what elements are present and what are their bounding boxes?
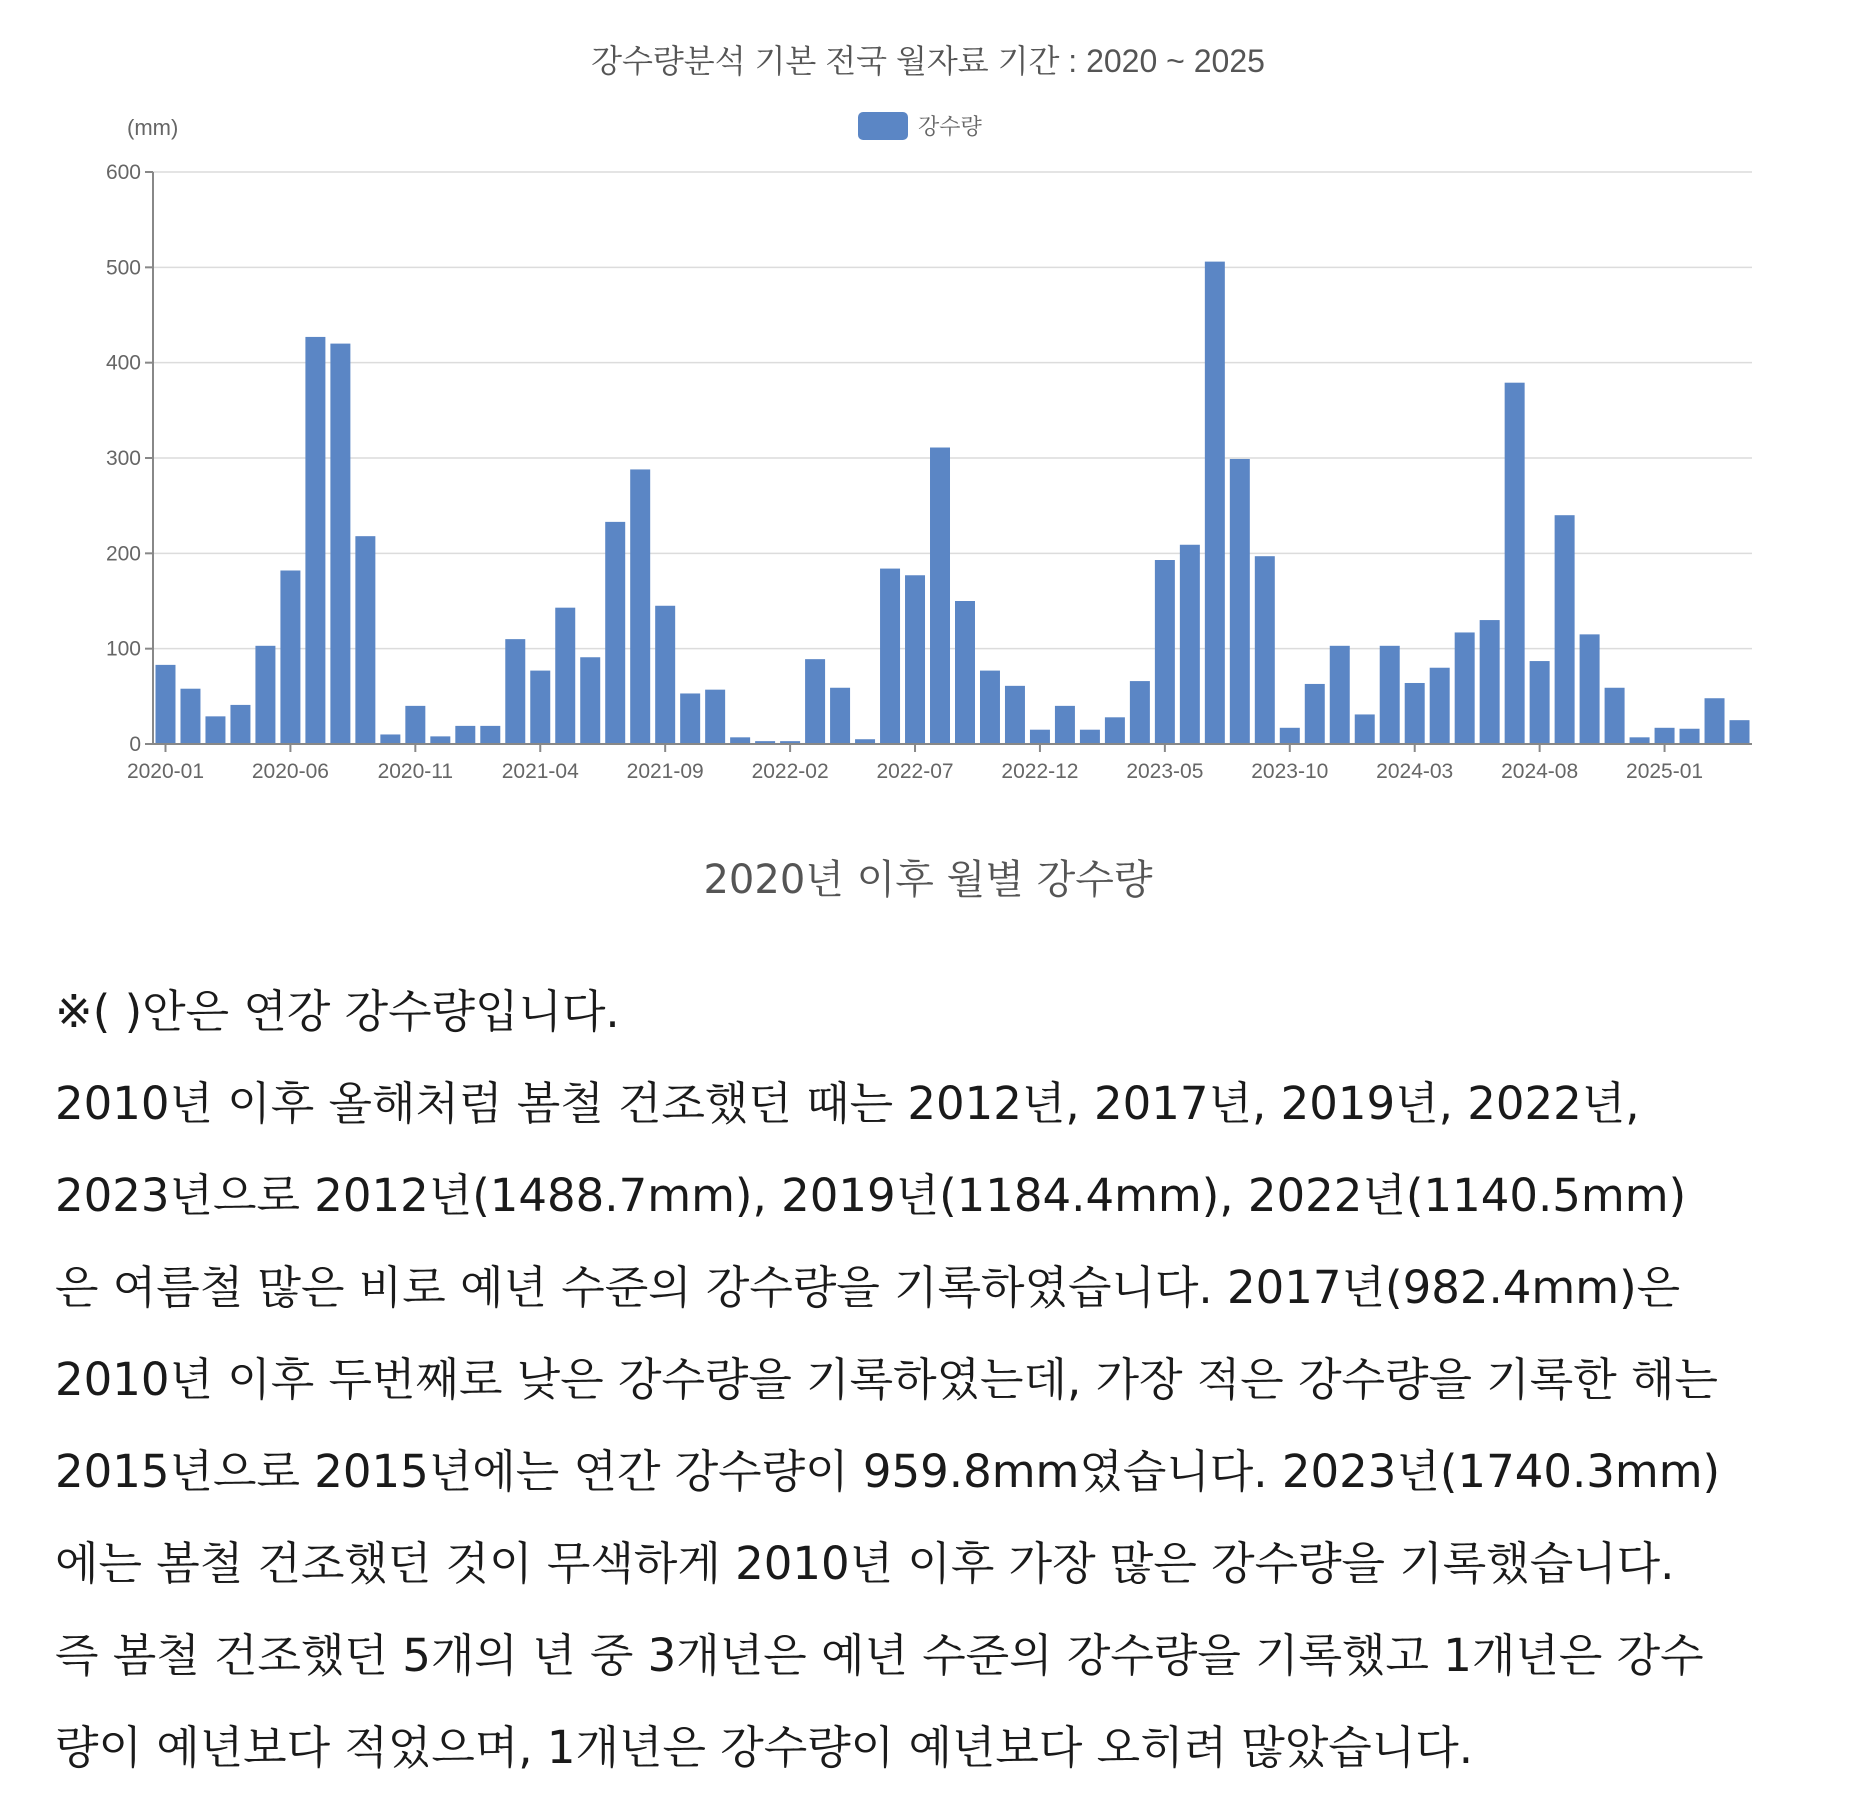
- y-tick-label: 400: [105, 351, 141, 375]
- bar: [730, 737, 750, 744]
- bar: [205, 716, 225, 744]
- bar: [230, 705, 250, 744]
- chart-title: 강수량분석 기본 전국 월자료 기간 : 2020 ~ 2025: [591, 43, 1265, 79]
- article-line: 량이 예년보다 적었으며, 1개년은 강수량이 예년보다 오히려 많았습니다.: [55, 1721, 1474, 1774]
- x-tick-label: 2020-11: [377, 760, 454, 783]
- bar: [1405, 683, 1425, 744]
- bar: [1505, 383, 1525, 744]
- y-tick-label: 300: [105, 447, 141, 470]
- bar: [1030, 730, 1050, 744]
- bar: [1730, 720, 1750, 744]
- bar: [1580, 634, 1600, 744]
- bar: [280, 570, 300, 744]
- bar: [630, 469, 650, 744]
- bar: [1130, 681, 1150, 744]
- bar: [1555, 515, 1575, 744]
- x-tick-label: 2022-12: [1001, 760, 1079, 783]
- y-axis-ticks: [106, 161, 153, 756]
- x-tick-label: 2023-05: [1126, 760, 1204, 783]
- x-tick-label: 2021-04: [501, 760, 579, 783]
- bar: [180, 689, 200, 744]
- bar: [605, 522, 625, 744]
- bar: [405, 706, 425, 744]
- x-tick-label: 2022-02: [751, 760, 829, 783]
- bar: [1205, 262, 1225, 744]
- x-tick-label: 2024-08: [1501, 760, 1579, 783]
- article-line: 에는 봄철 건조했던 것이 무색하게 2010년 이후 가장 많은 강수량을 기록했습니다.: [55, 1537, 1675, 1590]
- bars: [155, 262, 1749, 744]
- x-tick-label: 2020-01: [126, 760, 205, 783]
- legend-label: 강수량: [918, 114, 982, 139]
- bar: [705, 690, 725, 744]
- bar: [1630, 737, 1650, 744]
- bar: [430, 736, 450, 744]
- bar: [1305, 684, 1325, 744]
- x-tick-label: 2023-10: [1251, 760, 1329, 783]
- article-line: 2015년으로 2015년에는 연간 강수량이 959.8mm였습니다. 2023년(1740.3mm): [55, 1445, 1721, 1498]
- bar: [330, 344, 350, 744]
- bar: [930, 448, 950, 744]
- bar: [1430, 668, 1450, 744]
- y-tick-label: 600: [105, 161, 141, 184]
- bar: [255, 646, 275, 744]
- bar: [980, 671, 1000, 744]
- x-tick-label: 2021-09: [626, 760, 704, 783]
- bar: [1530, 661, 1550, 744]
- article-line: 2010년 이후 두번째로 낮은 강수량을 기록하였는데, 가장 적은 강수량을 기록한 해는: [55, 1353, 1718, 1406]
- y-unit-label: (mm): [127, 115, 179, 140]
- bar: [155, 665, 175, 744]
- bar: [1480, 620, 1500, 744]
- bar: [1105, 717, 1125, 744]
- legend: [858, 112, 983, 140]
- bar: [1280, 728, 1300, 744]
- bar: [880, 569, 900, 744]
- bar: [1605, 688, 1625, 744]
- bar: [1455, 632, 1475, 744]
- legend-swatch: [858, 112, 908, 140]
- bar: [1355, 714, 1375, 744]
- rainfall-bar-chart: [0, 0, 1856, 800]
- x-tick-label: 2024-03: [1376, 760, 1454, 783]
- article-text: [55, 966, 1845, 1794]
- bar: [905, 575, 925, 744]
- x-tick-label: 2025-01: [1626, 760, 1704, 783]
- article-line: ※( )안은 연강 강수량입니다.: [55, 985, 620, 1038]
- x-axis-ticks: [127, 744, 1703, 783]
- y-tick-label: 500: [105, 256, 141, 280]
- bar: [355, 536, 375, 744]
- bar: [1655, 728, 1675, 744]
- article-line: 2023년으로 2012년(1488.7mm), 2019년(1184.4mm), 2022년(1140.5mm): [55, 1169, 1687, 1222]
- article-line: 은 여름철 많은 비로 예년 수준의 강수량을 기록하였습니다. 2017년(982.4mm)은: [55, 1261, 1681, 1314]
- bar: [1080, 730, 1100, 744]
- bar: [555, 608, 575, 744]
- chart-caption: 2020년 이후 월별 강수량: [703, 857, 1153, 903]
- y-tick-label: 200: [105, 542, 141, 566]
- bar: [830, 688, 850, 744]
- bar: [805, 659, 825, 744]
- y-tick-label: 100: [105, 637, 141, 661]
- bar: [580, 657, 600, 744]
- bar: [1005, 686, 1025, 744]
- y-tick-label: 0: [129, 733, 141, 756]
- bar: [1055, 706, 1075, 744]
- bar: [530, 671, 550, 744]
- article-line: 즉 봄철 건조했던 5개의 년 중 3개년은 예년 수준의 강수량을 기록했고 1개년은 강수: [55, 1629, 1704, 1682]
- bar: [680, 693, 700, 744]
- x-tick-label: 2022-07: [876, 760, 954, 783]
- bar: [1230, 459, 1250, 744]
- bar: [655, 606, 675, 744]
- bar: [455, 726, 475, 744]
- bar: [1180, 545, 1200, 744]
- bar: [1380, 646, 1400, 744]
- bar: [955, 601, 975, 744]
- bar: [480, 726, 500, 744]
- bar: [1705, 698, 1725, 744]
- x-tick-label: 2020-06: [251, 760, 329, 783]
- bar: [1155, 560, 1175, 744]
- article-line: 2010년 이후 올해처럼 봄철 건조했던 때는 2012년, 2017년, 2019년, 2022년,: [55, 1077, 1640, 1130]
- bar: [505, 639, 525, 744]
- bar: [1330, 646, 1350, 744]
- bar: [1680, 729, 1700, 744]
- bar: [1255, 556, 1275, 744]
- bar: [380, 734, 400, 744]
- bar: [305, 337, 325, 744]
